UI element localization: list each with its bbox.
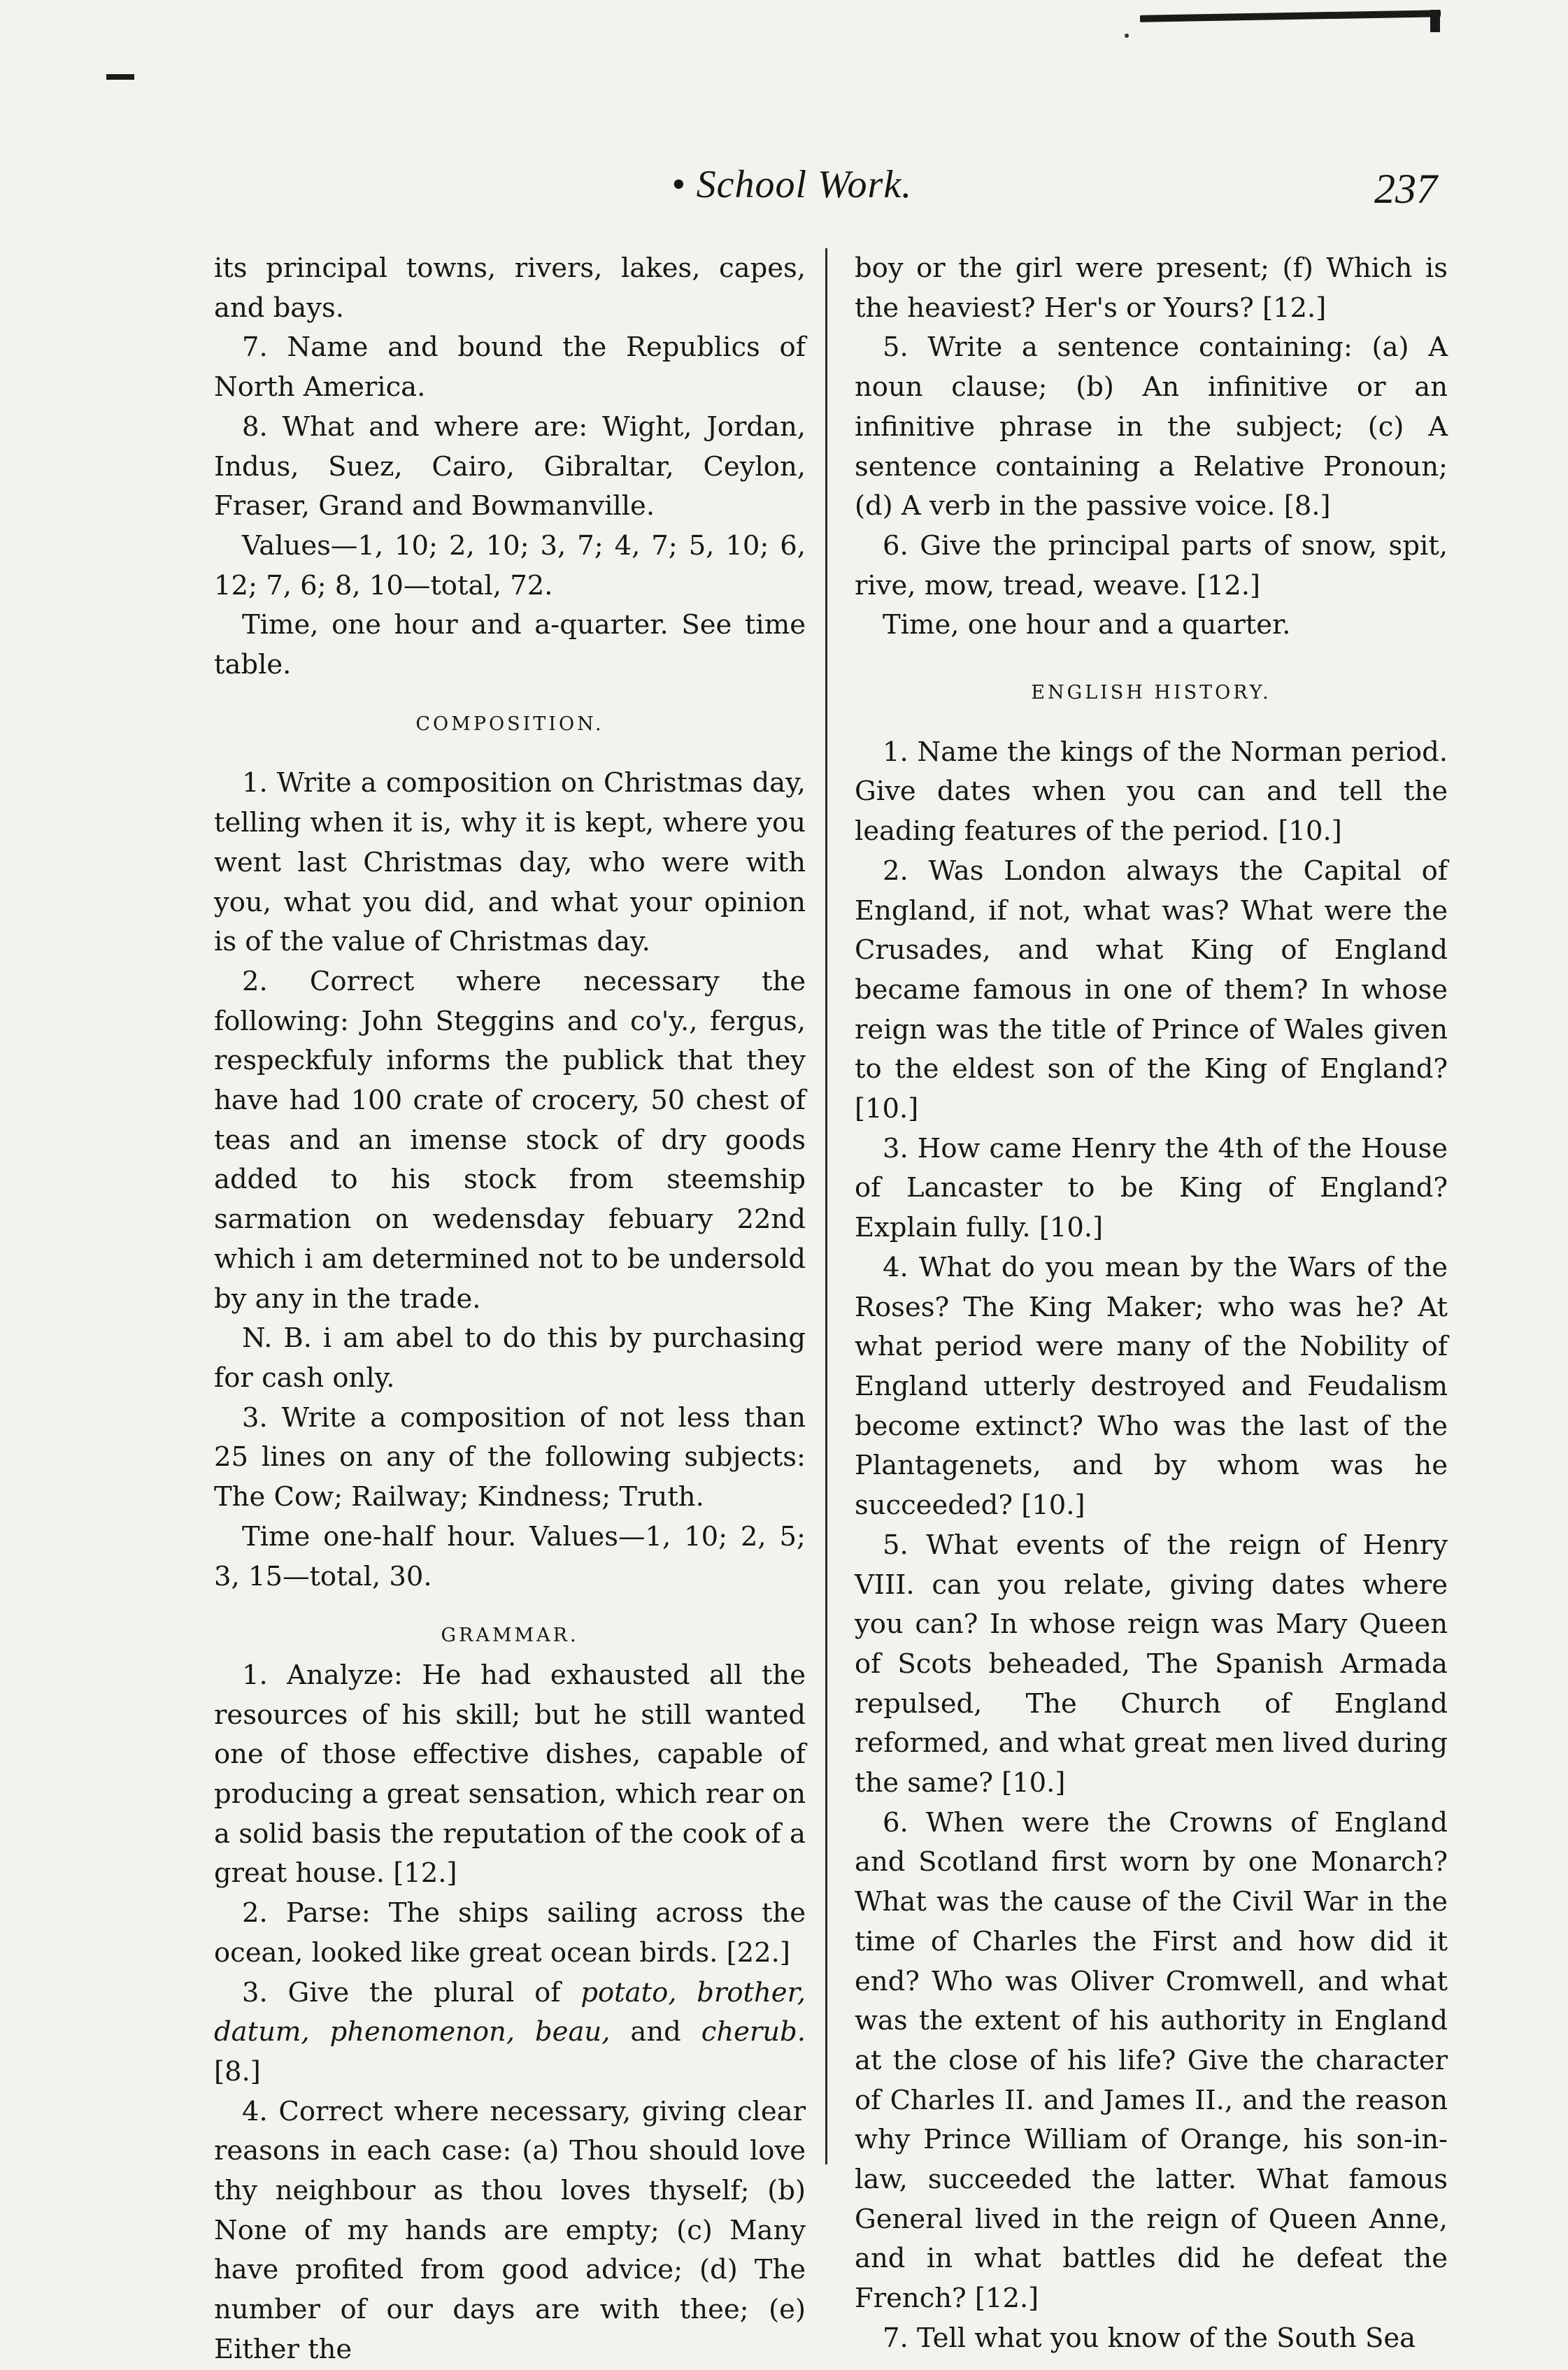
- question-8: 8. What and where are: Wight, Jordan, Indus, Suez, Cairo, Gibraltar, Ceylon, Fraser, Grand and Bowmanville.: [214, 411, 806, 522]
- history-question-6: 6. When were the Crowns of England and Scotland first worn by one Monarch? What was the cause of the Civil War in the time of Charles the First and how did it end? Who was Oliver Cromwell, and what was the extent of his authority in England at the close of his life? Give the character of Charles II. and James II., and the reason why Prince William of Orange, his son-in-law, succeeded the latter. What famous General lived in the reign of Queen Anne, and in what battles did he defeat the French? [12.]: [855, 1806, 1448, 2315]
- grammar-question-2: 2. Parse: The ships sailing across the ocean, looked like great ocean birds. [22.]: [214, 1897, 806, 1969]
- grammar-question-3-value: [8.]: [214, 2055, 261, 2087]
- margin-dash-mark: [106, 74, 134, 80]
- history-question-4: 4. What do you mean by the Wars of the Roses? The King Maker; who was he? At what period were many of the Nobility of England utterly destroyed and Feudalism become extinct? Who was the last of the Plantagenets, and by whom was he succeeded? [10.]: [855, 1251, 1448, 1522]
- time-line: Time, one hour and a quarter.: [883, 609, 1291, 641]
- history-question-1: 1. Name the kings of the Norman period. Give dates when you can and tell the leading features of the period. [10.]: [855, 736, 1448, 848]
- grammar-question-3: [214, 1973, 806, 2092]
- grammar-question-5: 5. Write a sentence containing: (a) A noun clause; (b) An infinitive or an infinitive phrase in the subject; (c) A sentence containing a Relative Pronoun; (d) A verb in the passive voice. [8.]: [855, 331, 1448, 522]
- composition-question-2: 2. Correct where necessary the following: John Steggins and co'y., fergus, respeckfuly informs the publick that they have had 100 crate of crocery, 50 chest of teas and an imense stock of dry goods added to his stock from steemship sarmation on wedensday febuary 22nd which i am determined not to be undersold by any in the trade.: [214, 965, 806, 1315]
- question-7: 7. Name and bound the Republics of North America.: [214, 331, 806, 404]
- running-head: • School Work.: [671, 163, 913, 206]
- top-ink-rule: [1140, 10, 1441, 22]
- grammar-question-1: 1. Analyze: He had exhausted all the resources of his skill; but he still wanted one of those effective dishes, capable of producing a great sensation, which rear on a solid basis the reputation of the cook of a great house. [12.]: [214, 1659, 806, 1890]
- paragraph: its principal towns, rivers, lakes, capes, and bays.: [214, 252, 806, 324]
- grammar-question-3-words: potato, brother, datum, phenomenon, beau,: [214, 1976, 806, 2048]
- grammar-question-3-last: cherub.: [701, 2016, 806, 2048]
- ink-dot: [1125, 34, 1129, 38]
- grammar-question-3-lead: 3. Give the plural of: [242, 1976, 581, 2008]
- section-heading-composition: COMPOSITION.: [415, 713, 604, 735]
- composition-values: Time one-half hour. Values—1, 10; 2, 5; 3, 15—total, 30.: [214, 1520, 806, 1592]
- column-divider: [825, 248, 827, 2164]
- grammar-question-6: 6. Give the principal parts of snow, spit, rive, mow, tread, weave. [12.]: [855, 529, 1448, 601]
- composition-question-3: 3. Write a composition of not less than 25 lines on any of the following subjects: The Cow; Railway; Kindness; Truth.: [214, 1401, 806, 1513]
- history-question-3: 3. How came Henry the 4th of the House of Lancaster to be King of England? Explain fully. [10.]: [855, 1132, 1448, 1244]
- composition-note: N. B. i am abel to do this by purchasing for cash only.: [214, 1322, 806, 1394]
- history-question-7: 7. Tell what you know of the South Sea: [883, 2322, 1416, 2354]
- left-column: [214, 249, 806, 2370]
- time-line: Time, one hour and a-quarter. See time table.: [214, 609, 806, 681]
- history-question-5: 5. What events of the reign of Henry VIII. can you relate, giving dates where you can? In whose reign was Mary Queen of Scots beheaded, The Spanish Armada repulsed, The Church of England reformed, and what great men lived during the same? [10.]: [855, 1529, 1448, 1799]
- paragraph: boy or the girl were present; (f) Which is the heaviest? Her's or Yours? [12.]: [855, 252, 1448, 324]
- grammar-question-4: 4. Correct where necessary, giving clear reasons in each case: (a) Thou should love thy neighbour as thou loves thyself; (b) None of my hands are empty; (c) Many have profited from good advice; (d) The number of our days are with thee; (e) Either the: [214, 2095, 806, 2365]
- page-number: 237: [1374, 166, 1437, 212]
- history-question-2: 2. Was London always the Capital of England, if not, what was? What were the Crusades, and what King of England became famous in one of them? In whose reign was the title of Prince of Wales given to the eldest son of the King of England? [10.]: [855, 855, 1448, 1125]
- top-ink-rule-tail: [1430, 10, 1440, 32]
- section-heading-grammar: GRAMMAR.: [441, 1625, 579, 1647]
- section-heading-english-history: ENGLISH HISTORY.: [1031, 682, 1271, 704]
- right-column: [855, 249, 1448, 2359]
- grammar-question-3-and: and: [610, 2016, 701, 2048]
- values-line: Values—1, 10; 2, 10; 3, 7; 4, 7; 5, 10; 6, 12; 7, 6; 8, 10—total, 72.: [214, 529, 806, 601]
- composition-question-1: 1. Write a composition on Christmas day, telling when it is, why it is kept, where you went last Christmas day, who were with you, what you did, and what your opinion is of the value of Christmas day.: [214, 767, 806, 958]
